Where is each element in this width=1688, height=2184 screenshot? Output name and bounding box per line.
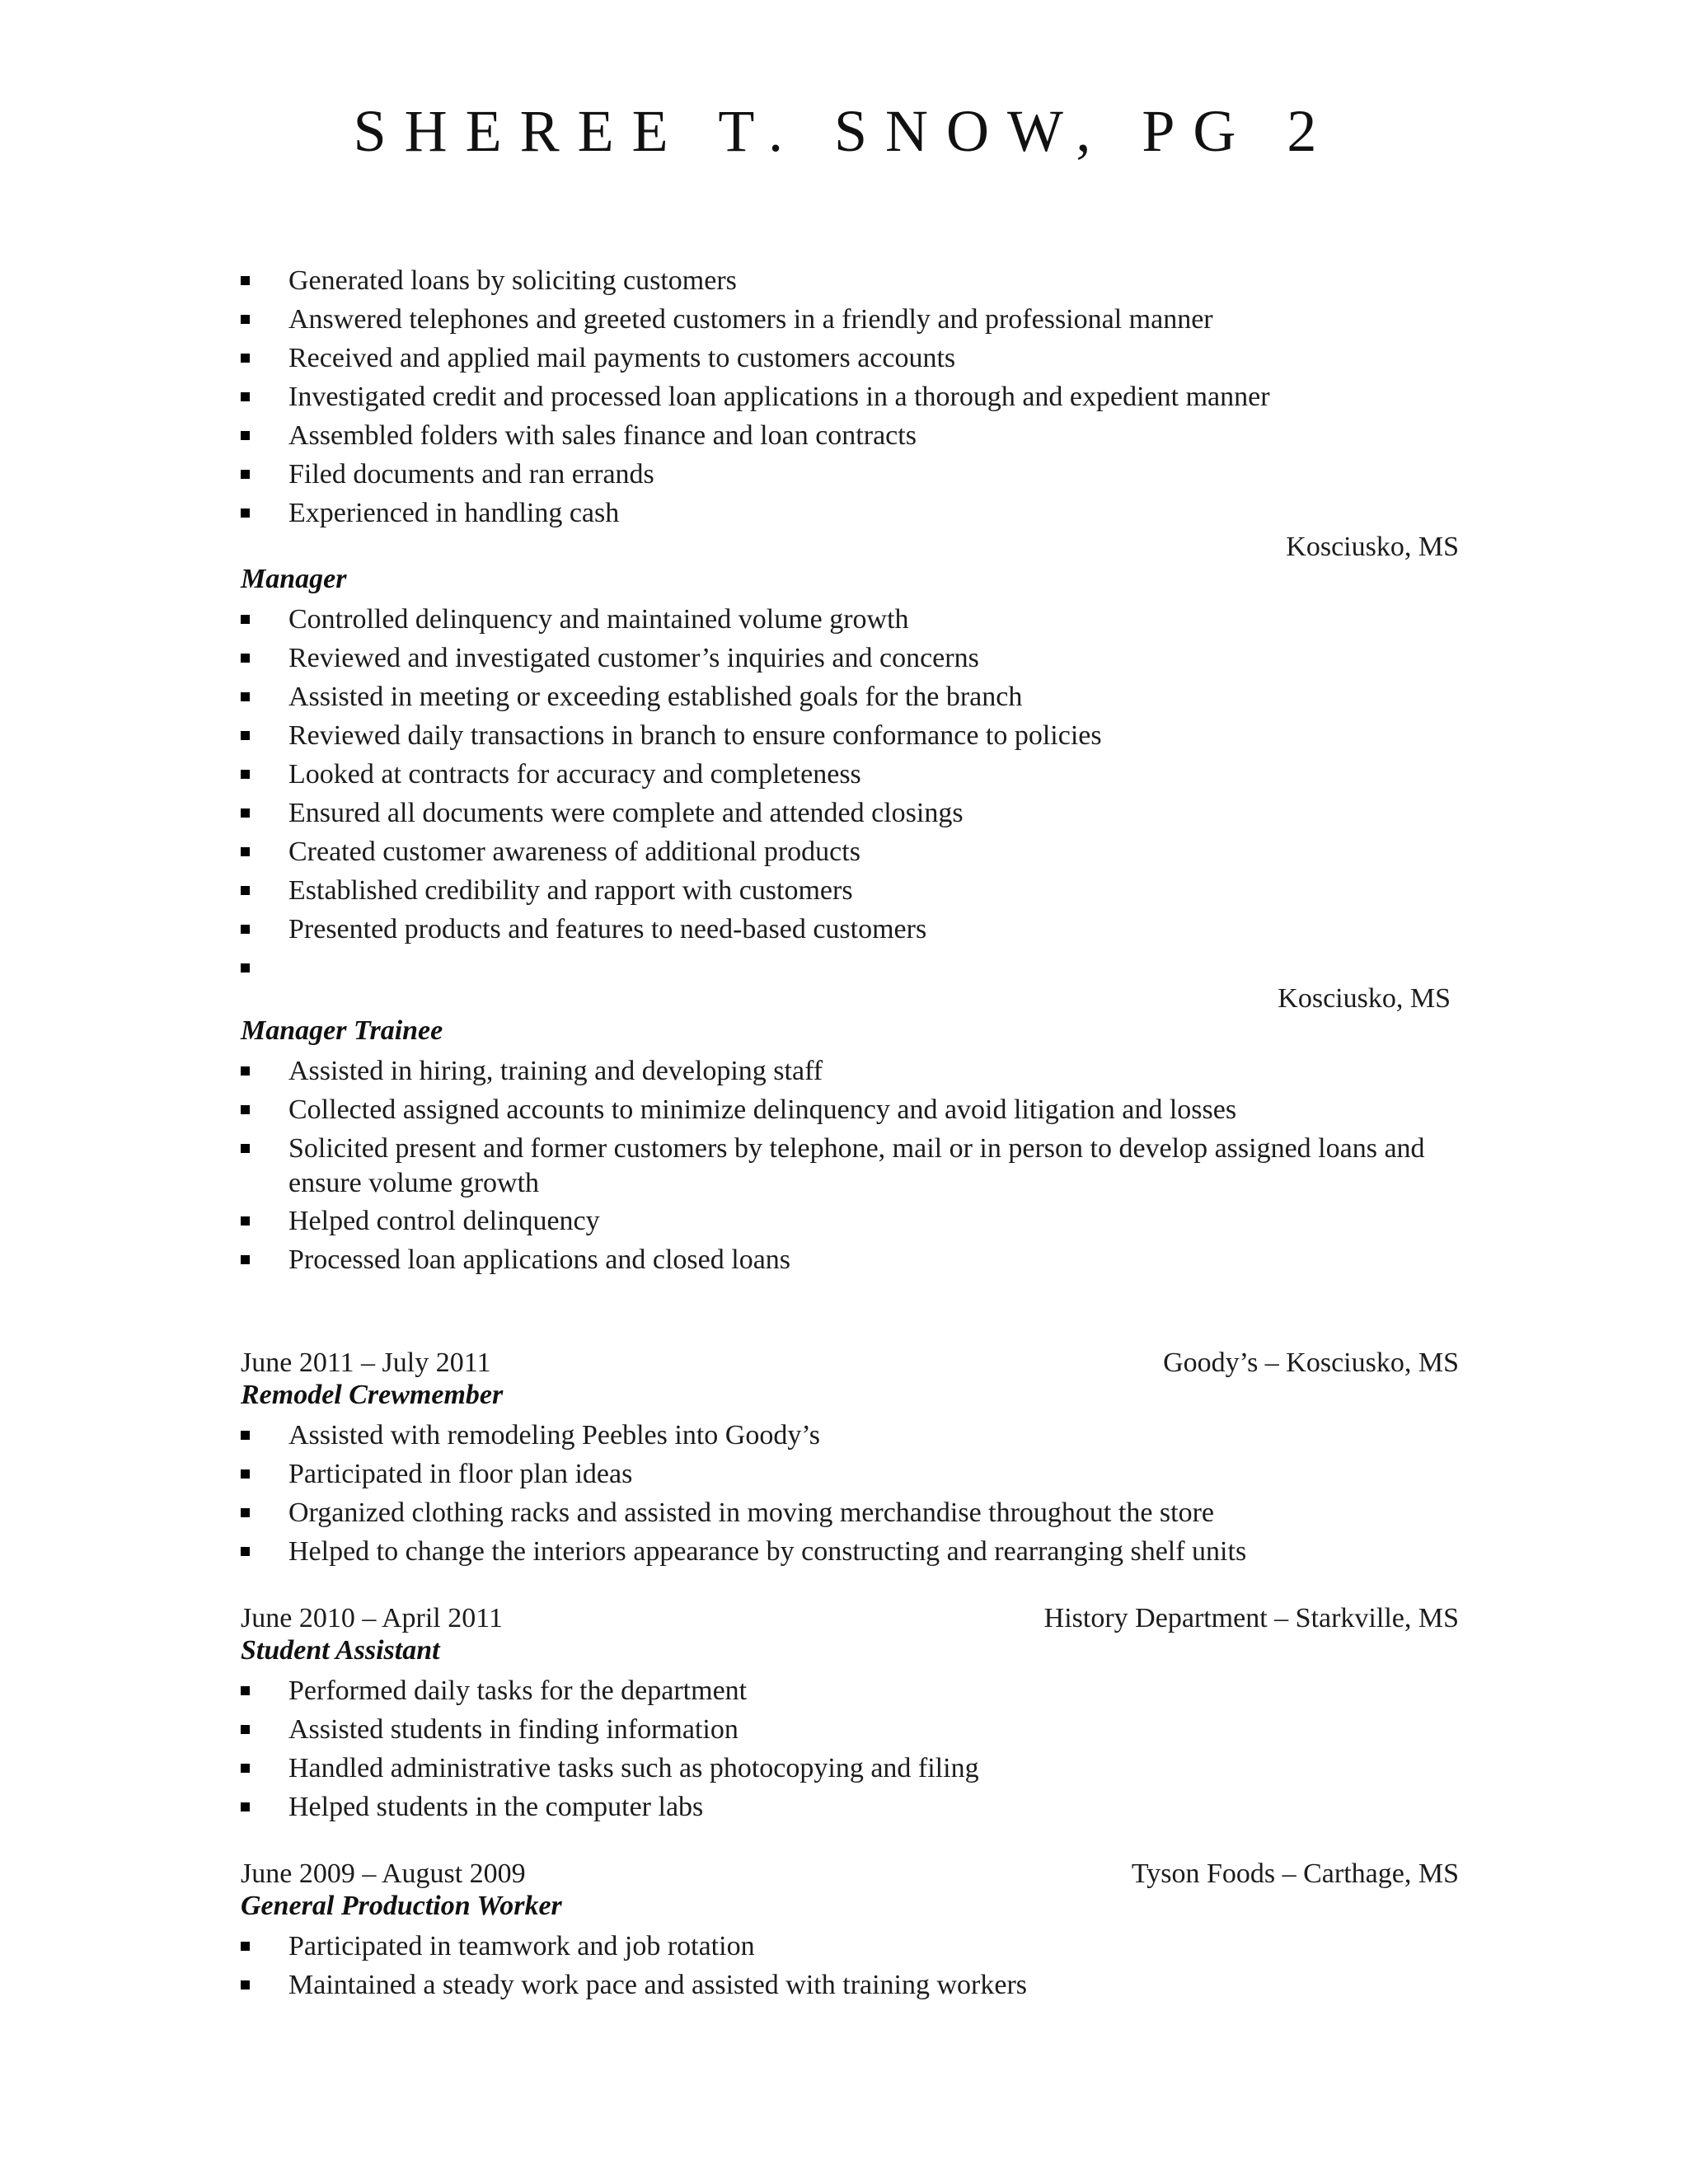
list-item: Looked at contracts for accuracy and completeness — [241, 757, 1477, 792]
list-item: Presented products and features to need-based customers — [241, 912, 1477, 947]
bullet-icon — [241, 925, 250, 934]
bullet-icon — [241, 1547, 250, 1556]
list-item: Received and applied mail payments to customers accounts — [241, 341, 1477, 376]
job-location: Tyson Foods – Carthage, MS — [1131, 1858, 1459, 1889]
list-item: Participated in floor plan ideas — [241, 1457, 1477, 1492]
list-item: Helped students in the computer labs — [241, 1790, 1477, 1825]
bullet-icon — [241, 1980, 250, 1990]
list-item: Established credibility and rapport with customers — [241, 874, 1477, 908]
job-dates: June 2010 – April 2011 — [241, 1603, 503, 1633]
bullet-icon — [241, 1764, 250, 1773]
list-item: Investigated credit and processed loan applications in a thorough and expedient manner — [241, 380, 1477, 415]
list-item: Assisted with remodeling Peebles into Goody’s — [241, 1418, 1477, 1453]
job-title: Student Assistant — [241, 1635, 440, 1666]
bullet-icon — [241, 808, 250, 818]
bullet-icon — [241, 1255, 250, 1264]
list-item: Filed documents and ran errands — [241, 457, 1477, 492]
list-item: Performed daily tasks for the department — [241, 1674, 1477, 1708]
bullet-icon — [241, 1508, 250, 1517]
job-title: Manager — [241, 564, 347, 594]
list-item: Answered telephones and greeted customers in a friendly and professional manner — [241, 302, 1477, 337]
bullet-icon — [241, 731, 250, 740]
list-item: Collected assigned accounts to minimize delinquency and avoid litigation and losses — [241, 1093, 1477, 1127]
job-dates: June 2009 – August 2009 — [241, 1858, 526, 1889]
bullet-icon — [241, 1725, 250, 1734]
bullet-icon — [241, 1802, 250, 1811]
list-item: Created customer awareness of additional products — [241, 835, 1477, 869]
job-dates: June 2011 – July 2011 — [241, 1347, 491, 1378]
job-location: History Department – Starkville, MS — [1043, 1603, 1459, 1633]
list-item: Maintained a steady work pace and assisted with training workers — [241, 1968, 1477, 2003]
bullet-icon — [241, 276, 250, 285]
page-title: SHEREE T. SNOW, PG 2 — [353, 98, 1335, 164]
bullet-icon — [241, 654, 250, 663]
job-title: Manager Trainee — [241, 1015, 443, 1046]
list-item: Processed loan applications and closed loans — [241, 1243, 1477, 1277]
list-item: Reviewed and investigated customer’s inquiries and concerns — [241, 641, 1477, 676]
list-item: Assisted in hiring, training and developing staff — [241, 1054, 1477, 1089]
bullet-icon — [241, 1942, 250, 1951]
job-title: General Production Worker — [241, 1891, 562, 1921]
bullet-icon — [241, 354, 250, 363]
bullet-icon — [241, 1216, 250, 1226]
bullet-icon — [241, 1144, 250, 1153]
bullet-icon — [241, 963, 250, 972]
list-item: Ensured all documents were complete and attended closings — [241, 796, 1477, 831]
bullet-icon — [241, 1686, 250, 1695]
bullet-icon — [241, 470, 250, 479]
bullet-icon — [241, 770, 250, 779]
bullet-icon — [241, 509, 250, 518]
list-item: Generated loans by soliciting customers — [241, 264, 1477, 298]
list-item: Controlled delinquency and maintained volume growth — [241, 602, 1477, 637]
bullet-icon — [241, 692, 250, 701]
bullet-icon — [241, 1066, 250, 1076]
list-item: Reviewed daily transactions in branch to ensure conformance to policies — [241, 719, 1477, 753]
list-item: Helped control delinquency — [241, 1204, 1477, 1239]
bullet-icon — [241, 431, 250, 440]
list-item: Helped to change the interiors appearance by constructing and rearranging shelf units — [241, 1535, 1477, 1569]
bullet-icon — [241, 615, 250, 624]
list-item: Assisted students in finding information — [241, 1713, 1477, 1747]
list-item: Participated in teamwork and job rotation — [241, 1929, 1477, 1964]
bullet-icon — [241, 315, 250, 324]
list-item: Organized clothing racks and assisted in moving merchandise throughout the store — [241, 1496, 1477, 1530]
bullet-icon — [241, 1469, 250, 1479]
list-item: Solicited present and former customers by telephone, mail or in person to develop assigned loans and ensure volume growth — [241, 1132, 1469, 1201]
job-location: Kosciusko, MS — [1278, 983, 1451, 1014]
list-item: Experienced in handling cash — [241, 496, 1477, 531]
bullet-icon — [241, 1431, 250, 1440]
list-item: Assisted in meeting or exceeding established goals for the branch — [241, 680, 1477, 715]
list-item: Assembled folders with sales finance and loan contracts — [241, 419, 1477, 453]
job-location: Kosciusko, MS — [1286, 532, 1459, 562]
bullet-icon — [241, 392, 250, 401]
bullet-icon — [241, 886, 250, 895]
bullet-icon — [241, 847, 250, 856]
bullet-icon — [241, 1105, 250, 1114]
job-title: Remodel Crewmember — [241, 1380, 504, 1410]
job-location: Goody’s – Kosciusko, MS — [1163, 1347, 1459, 1378]
list-item: Handled administrative tasks such as photocopying and filing — [241, 1751, 1477, 1786]
